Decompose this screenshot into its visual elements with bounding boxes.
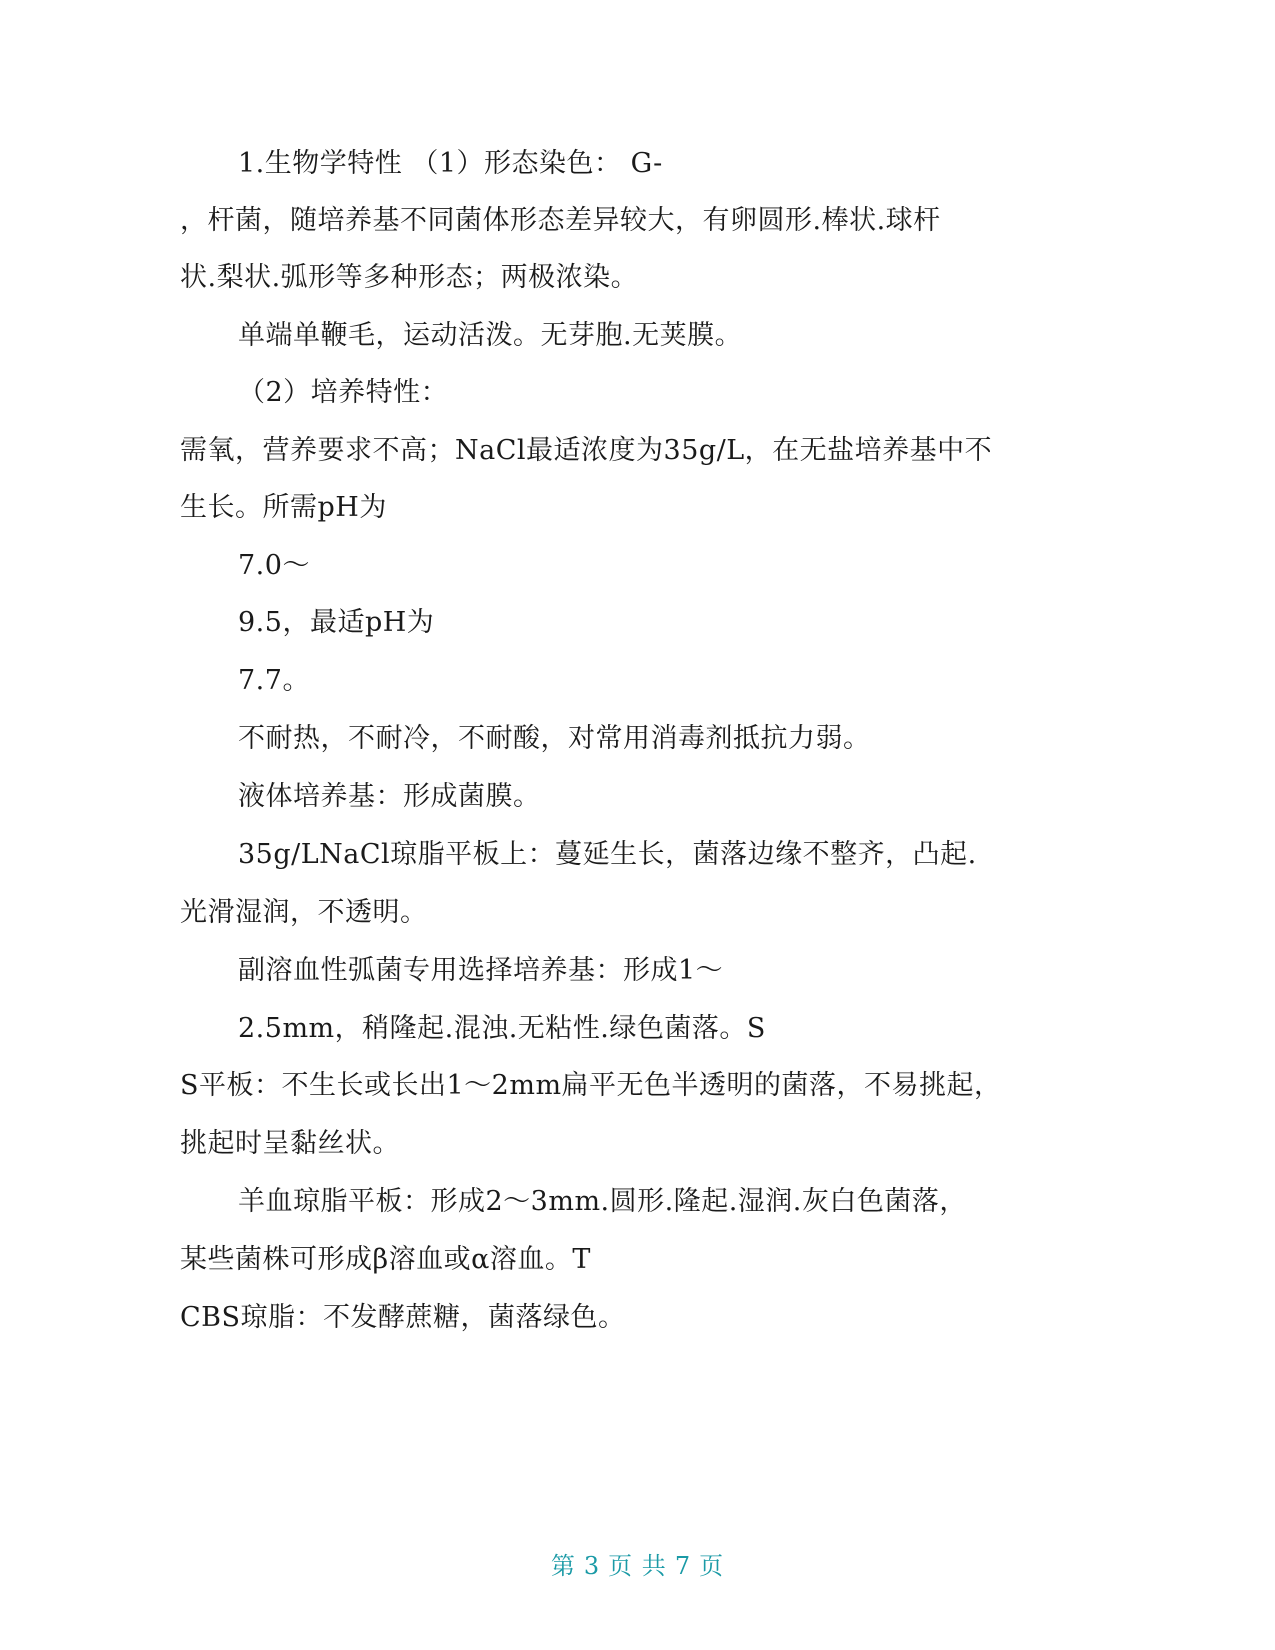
footer-middle: 页 共 (608, 1552, 667, 1580)
page-footer (0, 1546, 1275, 1581)
text-line: （2）培养特性： (238, 377, 449, 408)
footer-suffix: 页 (699, 1552, 725, 1580)
text-line: 需氧，营养要求不高；NaCl最适浓度为35g/L，在无盐培养基中不 (180, 435, 993, 466)
text-line: 不耐热，不耐冷，不耐酸，对常用消毒剂抵抗力弱。 (238, 723, 871, 754)
text-line: 单端单鞭毛，运动活泼。无芽胞.无荚膜。 (238, 320, 743, 351)
text-line: 7.7。 (238, 665, 310, 696)
text-line: 2.5mm，稍隆起.混浊.无粘性.绿色菌落。S (238, 1013, 766, 1044)
text-line: 挑起时呈黏丝状。 (180, 1128, 400, 1159)
footer-prefix: 第 (550, 1552, 576, 1580)
text-line: 状.梨状.弧形等多种形态；两极浓染。 (180, 262, 639, 293)
text-line: ，杆菌，随培养基不同菌体形态差异较大，有卵圆形.棒状.球杆 (180, 205, 941, 236)
text-line: 光滑湿润，不透明。 (180, 897, 428, 928)
text-line: 1.生物学特性 （1）形态染色： G- (238, 148, 663, 179)
text-line: 羊血琼脂平板：形成2～3mm.圆形.隆起.湿润.灰白色菌落， (238, 1186, 967, 1217)
text-line: CBS琼脂：不发酵蔗糖，菌落绿色。 (180, 1302, 626, 1333)
text-line: S平板：不生长或长出1～2mm扁平无色半透明的菌落，不易挑起， (180, 1070, 1002, 1101)
text-line: 液体培养基：形成菌膜。 (238, 781, 541, 812)
text-line: 生长。所需pH为 (180, 492, 387, 523)
footer-total-pages: 7 (674, 1552, 692, 1580)
text-line: 35g/LNaCl琼脂平板上：蔓延生长，菌落边缘不整齐，凸起. (238, 839, 977, 870)
footer-page-number: 3 (583, 1552, 601, 1580)
text-line: 9.5，最适pH为 (238, 607, 435, 638)
text-line: 某些菌株可形成β溶血或α溶血。T (180, 1244, 591, 1275)
text-line: 副溶血性弧菌专用选择培养基：形成1～ (238, 955, 724, 986)
text-line: 7.0～ (238, 550, 310, 581)
